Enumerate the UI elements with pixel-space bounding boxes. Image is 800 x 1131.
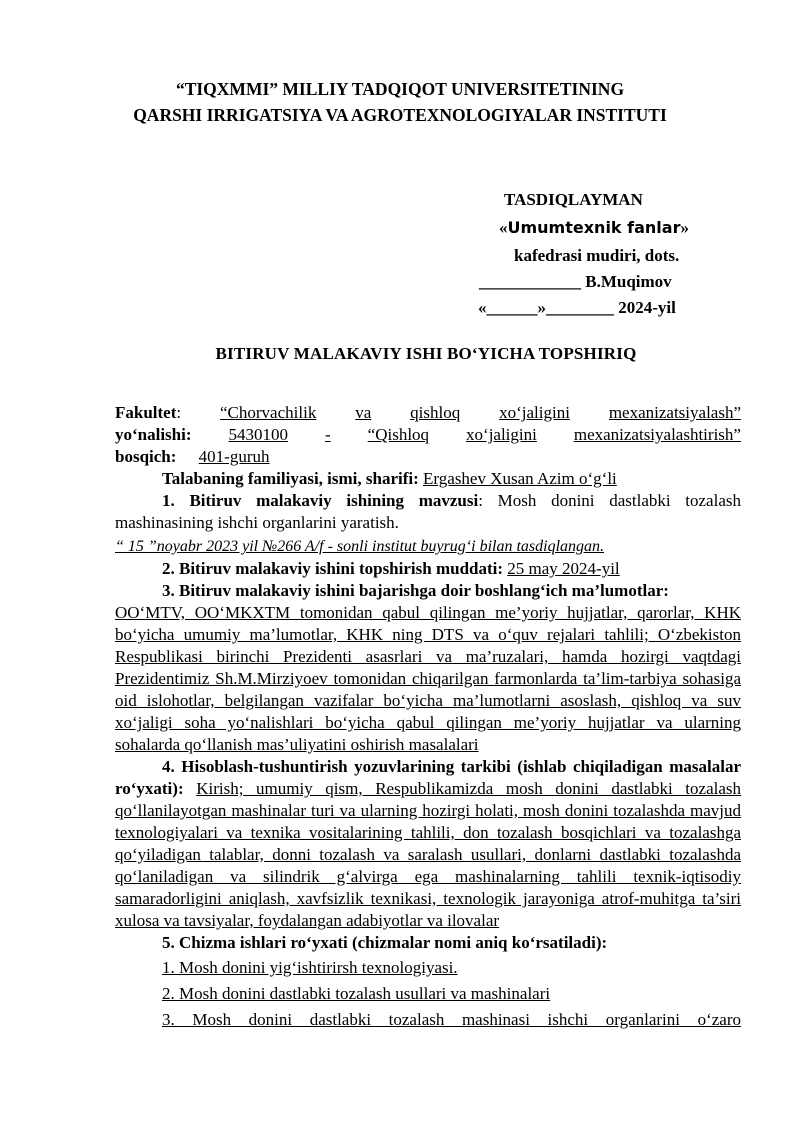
drawing-item-1: 1. Mosh donini yig‘ishtirirsh texnologiyasi. [162,958,458,977]
institute-name: QARSHI IRRIGATSIYA VA AGROTEXNOLOGIYALAR INSTITUTI [133,105,667,125]
section-topic [115,490,741,534]
approval-date: «______»________ 2024-yil [478,298,676,317]
topic-text: : Mosh donini dastlabki tozalash mashinasining ishchi organlarini yaratish. [115,491,741,532]
direction-word-4: xo‘jaligini [466,425,537,444]
drawing-item-2: 2. Mosh donini dastlabki tozalash usullari va mashinalari [162,984,551,1003]
task-title: BITIRUV MALAKAVIY ISHI BO‘YICHA TOPSHIRIQ [215,344,637,363]
student-line [115,468,741,490]
direction-word-5: mexanizatsiyalashtirish” [573,425,741,444]
deadline-label: 2. Bitiruv malakaviy ishini topshirish muddati: [162,559,504,578]
document-body [115,402,741,1031]
initial-data-text: OO‘MTV, OO‘MKXTM tomonidan qabul qilingan me’yoriy hujjatlar, qarorlar, KHK bo‘yicha umumiy ma’lumotlar, KHK ning DTS va o‘quv rejalari tahlili; O‘zbekiston Respublikasi birinchi Prezidenti asasrlari va ma’ruzalari, hamda hozirgi vaqtdagi Prezidentimiz Sh.M.Mirziyoev tomonidan chiqarilgan farmonlarda ta’lim-tarbiya sohasiga oid islohotlar, belgilangan vazifalar bo‘yicha ma’lumotlarni asoslash, qishloq va suv xo‘jaligi soha yo‘nalishlari bo‘yicha qabul qilingan me’yoriy hujjatlar va ularning sohalarda qo‘llanish mas’uliyatini oshirish masalalari [115,603,741,754]
faculty-word-4: xo‘jaligini [499,403,570,422]
approval-signature: ____________ B.Muqimov [479,272,672,291]
stage-line [115,446,741,468]
order-note: “ 15 ”noyabr 2023 yil №266 A/f - sonli institut buyrug‘i bilan tasdiqlangan. [115,538,605,555]
drawings-label: 5. Chizma ishlari ro‘yxati (chizmalar nomi aniq ko‘rsatiladi): [162,933,608,952]
contents-text: Kirish; umumiy qism, Respublikamizda mosh donini dastlabki tozalash qo‘llanilayotgan mashinalar turi va ularning hozirgi holati, mosh donini tozalashda mavjud texnologiyalari va texnika vositalarining tahlili, don tozalash bosqichlari va tozalashga qo‘yiladigan talablar, donni tozalash va saralash usullari, donlarni dastlabki tozalashda qo‘laniladigan va silindrik g‘alvirga ega mashinalarning tahlili texnik-iqtisodiy samaradorligini aniqlash, xavfsizlik texnikasi, texnologik jarayoniga atrof-muhitga ta’siri xulosa va tavsiyalar, foydalangan adabiyotlar va ilovalar [115,779,742,930]
direction-word-3: “Qishloq [367,425,430,444]
faculty-word-2: va [355,403,372,422]
section-deadline [115,558,741,580]
university-name: “TIQXMMI” MILLIY TADQIQOT UNIVERSITETINING [175,79,625,99]
initial-data-label: 3. Bitiruv malakaviy ishini bajarishga doir boshlang‘ich ma’lumotlar: [162,581,669,600]
faculty-word-3: qishloq [410,403,461,422]
deadline-value: 25 may 2024-yil [507,559,620,578]
faculty-word-1: “Chorvachilik [220,403,317,422]
topic-label: 1. Bitiruv malakaviy ishining mavzusi [162,491,479,510]
stage-label: bosqich: [115,447,177,466]
stage-value: 401-guruh [198,447,270,466]
approval-department: «Umumtexnik fanlar» [499,218,689,237]
student-label: Talabaning familiyasi, ismi, sharifi: [162,469,419,488]
direction-word-1: 5430100 [228,425,289,444]
faculty-label: Fakultet: [115,403,182,422]
section-contents [115,756,741,932]
direction-line [115,424,741,446]
drawing-item-3: 3. Mosh donini dastlabki tozalash mashinasi ishchi organlarini o‘zaro [162,1010,741,1029]
student-name: Ergashev Xusan Azim o‘g‘li [423,469,617,488]
initial-data-heading [115,580,741,602]
faculty-word-5: mexanizatsiyalash” [608,403,741,422]
contents-label: 4. Hisoblash-tushuntirish yozuvlarining tarkibi (ishlab chiqiladigan masalalar ro‘yxati): [115,757,741,798]
department-name: Umumtexnik fanlar [507,218,681,237]
institution-header [0,76,800,128]
direction-word-2: - [325,425,331,444]
approval-role: kafedrasi mudiri, dots. [514,246,680,265]
drawings-heading [115,932,741,954]
approval-title: TASDIQLAYMAN [504,190,643,209]
faculty-line [115,402,741,424]
direction-label: yo‘nalishi: [115,425,192,444]
